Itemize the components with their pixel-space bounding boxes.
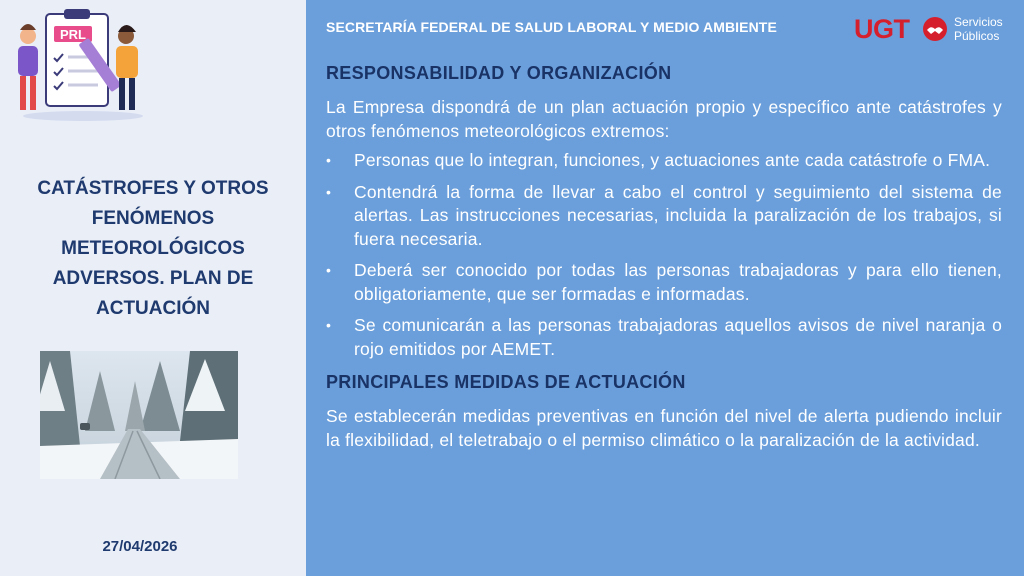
bullet-list — [326, 149, 1002, 361]
section-intro: La Empresa dispondrá de un plan actuación propio y específico ante catástrofes y otros fenómenos meteorológicos extremos: — [326, 97, 1002, 141]
list-item-text: Se comunicarán a las personas trabajadoras aquellos avisos de nivel naranja o rojo emitidos por AEMET. — [354, 315, 1002, 359]
list-item-text: Deberá ser conocido por todas las personas trabajadoras y para ello tienen, obligatoriamente, que ser formadas e informadas. — [354, 260, 1002, 304]
list-item — [326, 259, 1002, 306]
section-measures-text: Se establecerán medidas preventivas en función del nivel de alerta pudiendo incluir la flexibilidad, el teletrabajo o el permiso climático o la paralización de la actividad. — [326, 406, 1002, 450]
section-heading-measures: PRINCIPALES MEDIDAS DE ACTUACIÓN — [326, 372, 686, 392]
bullet-icon: • — [326, 262, 332, 278]
organization-name: SECRETARÍA FEDERAL DE SALUD LABORAL Y MEDIO AMBIENTE — [326, 19, 777, 35]
list-item-text: Personas que lo integran, funciones, y actuaciones ante cada catástrofe o FMA. — [354, 150, 991, 170]
handshake-icon — [922, 16, 948, 42]
brand-line-1: Servicios — [954, 15, 1003, 29]
brand-subtitle — [954, 15, 1003, 43]
bullet-icon: • — [326, 152, 332, 168]
brand-line-2: Públicos — [954, 29, 1000, 43]
sidebar-title: CATÁSTROFES Y OTROS FENÓMENOS METEOROLÓGICOS ADVERSOS. PLAN DE ACTUACIÓN — [37, 178, 269, 319]
bullet-icon: • — [326, 183, 332, 200]
document-date: 27/04/2026 — [102, 538, 178, 555]
list-item — [326, 314, 1002, 361]
list-item — [326, 181, 1002, 252]
prl-badge: PRL — [60, 27, 86, 42]
list-item — [326, 149, 1002, 173]
brand-name: UGT — [854, 14, 910, 44]
sidebar — [0, 0, 306, 576]
bullet-icon: • — [326, 317, 332, 333]
snowy-road-photo — [40, 351, 238, 479]
main-panel — [306, 0, 1024, 576]
list-item-text: Contendrá la forma de llevar a cabo el control y seguimiento del sistema de alertas. Las instrucciones necesarias, incluida la paralización de los trabajos, si fuera necesaria. — [354, 181, 1002, 249]
main-content — [326, 60, 1002, 452]
prl-checklist-illustration — [8, 6, 158, 124]
brand-logo — [854, 12, 1014, 48]
section-heading-responsibility: RESPONSABILIDAD Y ORGANIZACIÓN — [326, 63, 672, 83]
